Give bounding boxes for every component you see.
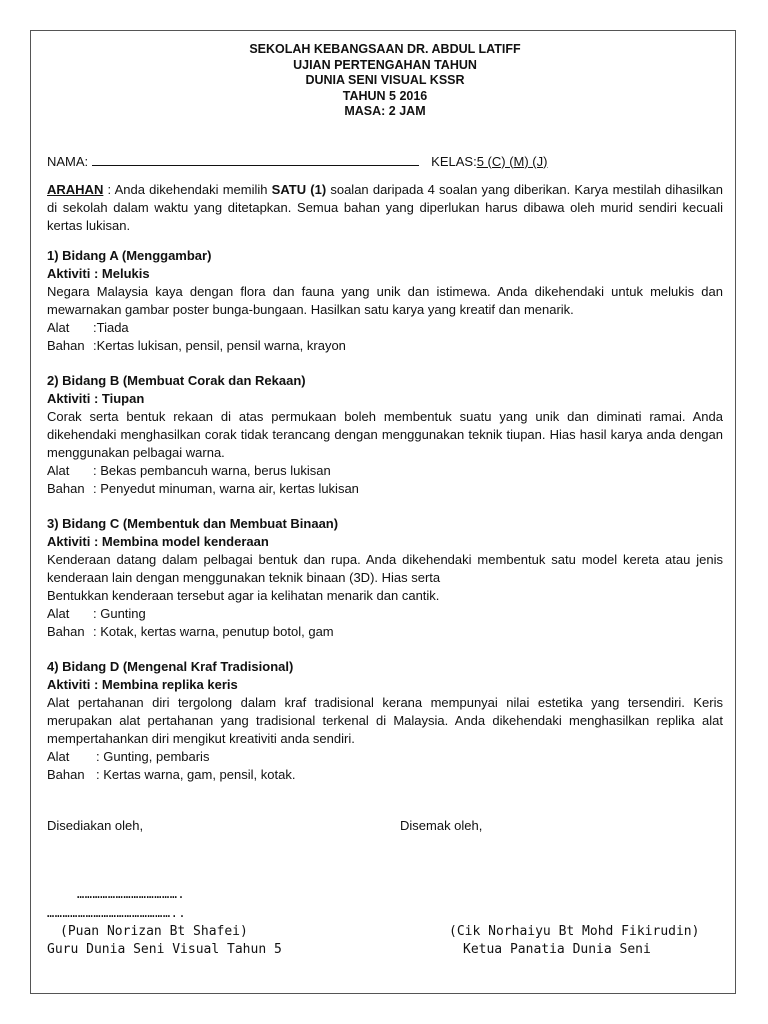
alat-label: Alat: [47, 605, 70, 621]
alat-row: [47, 462, 723, 480]
alat-label: Alat: [47, 462, 70, 478]
bahan-label: Bahan: [47, 623, 85, 639]
section-activity: Aktiviti : Membina model kenderaan: [47, 533, 269, 549]
kelas-label: KELAS:: [431, 153, 477, 169]
student-info-row: [47, 153, 723, 171]
alat-value: : Gunting: [93, 605, 146, 621]
section-activity: Aktiviti : Melukis: [47, 265, 150, 281]
instructions-text-1: : Anda dikehendaki memilih: [103, 181, 272, 197]
signature-labels: [47, 817, 723, 835]
bahan-label: Bahan: [47, 766, 85, 782]
subject-name: DUNIA SENI VISUAL KSSR: [305, 73, 465, 87]
bahan-row: [47, 766, 723, 784]
section-activity: Aktiviti : Tiupan: [47, 390, 145, 406]
instructions: [47, 181, 723, 235]
bahan-label: Bahan: [47, 337, 85, 353]
exam-year: TAHUN 5 2016: [342, 88, 428, 103]
alat-label: Alat: [47, 319, 70, 335]
section-description-continued: Bentukkan kenderaan tersebut agar ia kelihatan menarik dan cantik.: [47, 587, 440, 603]
bahan-label: Bahan: [47, 480, 85, 496]
checked-by-label: Disemak oleh,: [400, 817, 483, 833]
section-activity: Aktiviti : Membina replika keris: [47, 676, 238, 692]
section-description: Corak serta bentuk rekaan di atas permukaan boleh membentuk suatu yang unik dan diminati ramai. Anda dikehendaki menghasilkan corak tidak terancang dengan menggunakan teknik tiupan. Hias hasil karya anda dengan menggunakan pelbagai warna.: [47, 408, 723, 460]
section-description: Kenderaan datang dalam pelbagai bentuk dan rupa. Anda dikehendaki membentuk satu model kereta atau jenis kenderaan lain dengan menggunakan teknik binaan (3D). Hias serta: [47, 551, 723, 585]
section-title: 3) Bidang C (Membentuk dan Membuat Binaan): [47, 515, 339, 531]
nama-label: NAMA:: [47, 153, 89, 169]
instructions-title: ARAHAN: [47, 181, 104, 197]
section-title: 2) Bidang B (Membuat Corak dan Rekaan): [47, 372, 306, 388]
section-description: Negara Malaysia kaya dengan flora dan fauna yang unik dan istimewa. Anda dikehendaki untuk melukis dan mewarnakan gambar poster bunga-bungaan. Hasilkan satu karya yang kreatif dan menarik.: [47, 283, 723, 317]
alat-row: [47, 319, 723, 337]
signature-line-long: …………………………………………..: [47, 905, 187, 920]
prepared-by-label: Disediakan oleh,: [47, 817, 144, 833]
alat-row: [47, 748, 723, 766]
bahan-row: [47, 623, 723, 641]
signature-lines: [47, 885, 723, 923]
alat-row: [47, 605, 723, 623]
alat-value: : Bekas pembancuh warna, berus lukisan: [93, 462, 331, 478]
checker-role: Ketua Panatia Dunia Seni: [463, 941, 651, 957]
bahan-row: [47, 337, 723, 355]
section-title: 1) Bidang A (Menggambar): [47, 247, 212, 263]
preparer-name: (Puan Norizan Bt Shafei): [60, 923, 248, 939]
nama-field[interactable]: [92, 153, 419, 166]
signatory-block: [47, 923, 723, 959]
bahan-value: : Kotak, kertas warna, penutup botol, gam: [93, 623, 334, 639]
bahan-row: [47, 480, 723, 498]
preparer-role: Guru Dunia Seni Visual Tahun 5: [47, 941, 282, 957]
instructions-text-2: soalan daripada 4 soalan yang diberikan. Karya mestilah dihasilkan di sekolah dalam waktu yang ditetapkan. Semua bahan yang diperlukan harus dibawa oleh murid sendiri kecuali kertas lukisan.: [47, 181, 723, 233]
checker-name: (Cik Norhaiyu Bt Mohd Fikirudin): [449, 923, 700, 939]
bahan-value: : Kertas warna, gam, pensil, kotak.: [96, 766, 296, 782]
alat-value: : Gunting, pembaris: [96, 748, 210, 764]
exam-name: UJIAN PERTENGAHAN TAHUN: [293, 57, 477, 72]
instructions-emphasis: SATU (1): [271, 181, 327, 197]
section-title: 4) Bidang D (Mengenal Kraf Tradisional): [47, 658, 294, 674]
document-header: [47, 42, 723, 120]
bahan-value: : Penyedut minuman, warna air, kertas lukisan: [93, 480, 359, 496]
school-name: SEKOLAH KEBANGSAAN DR. ABDUL LATIFF: [249, 42, 521, 56]
exam-duration: MASA: 2 JAM: [344, 104, 426, 118]
exam-document: [47, 42, 723, 959]
question-section-c: [47, 515, 723, 641]
alat-value: :Tiada: [93, 319, 129, 335]
signature-line-short: ………………………………….: [77, 886, 186, 901]
question-section-b: [47, 372, 723, 498]
section-description: Alat pertahanan diri tergolong dalam kraf tradisional kerana mempunyai nilai estetika yang tersendiri. Keris merupakan alat pertahanan yang tradisional terkenal di Malaysia. Anda dikehendaki menghasilkan replika alat mempertahankan diri mengikut kreativiti anda sendiri.: [47, 694, 723, 746]
question-section-a: [47, 247, 723, 355]
bahan-value: :Kertas lukisan, pensil, pensil warna, krayon: [93, 337, 346, 353]
alat-label: Alat: [47, 748, 70, 764]
kelas-value: 5 (C) (M) (J): [476, 153, 548, 169]
question-section-d: [47, 658, 723, 784]
